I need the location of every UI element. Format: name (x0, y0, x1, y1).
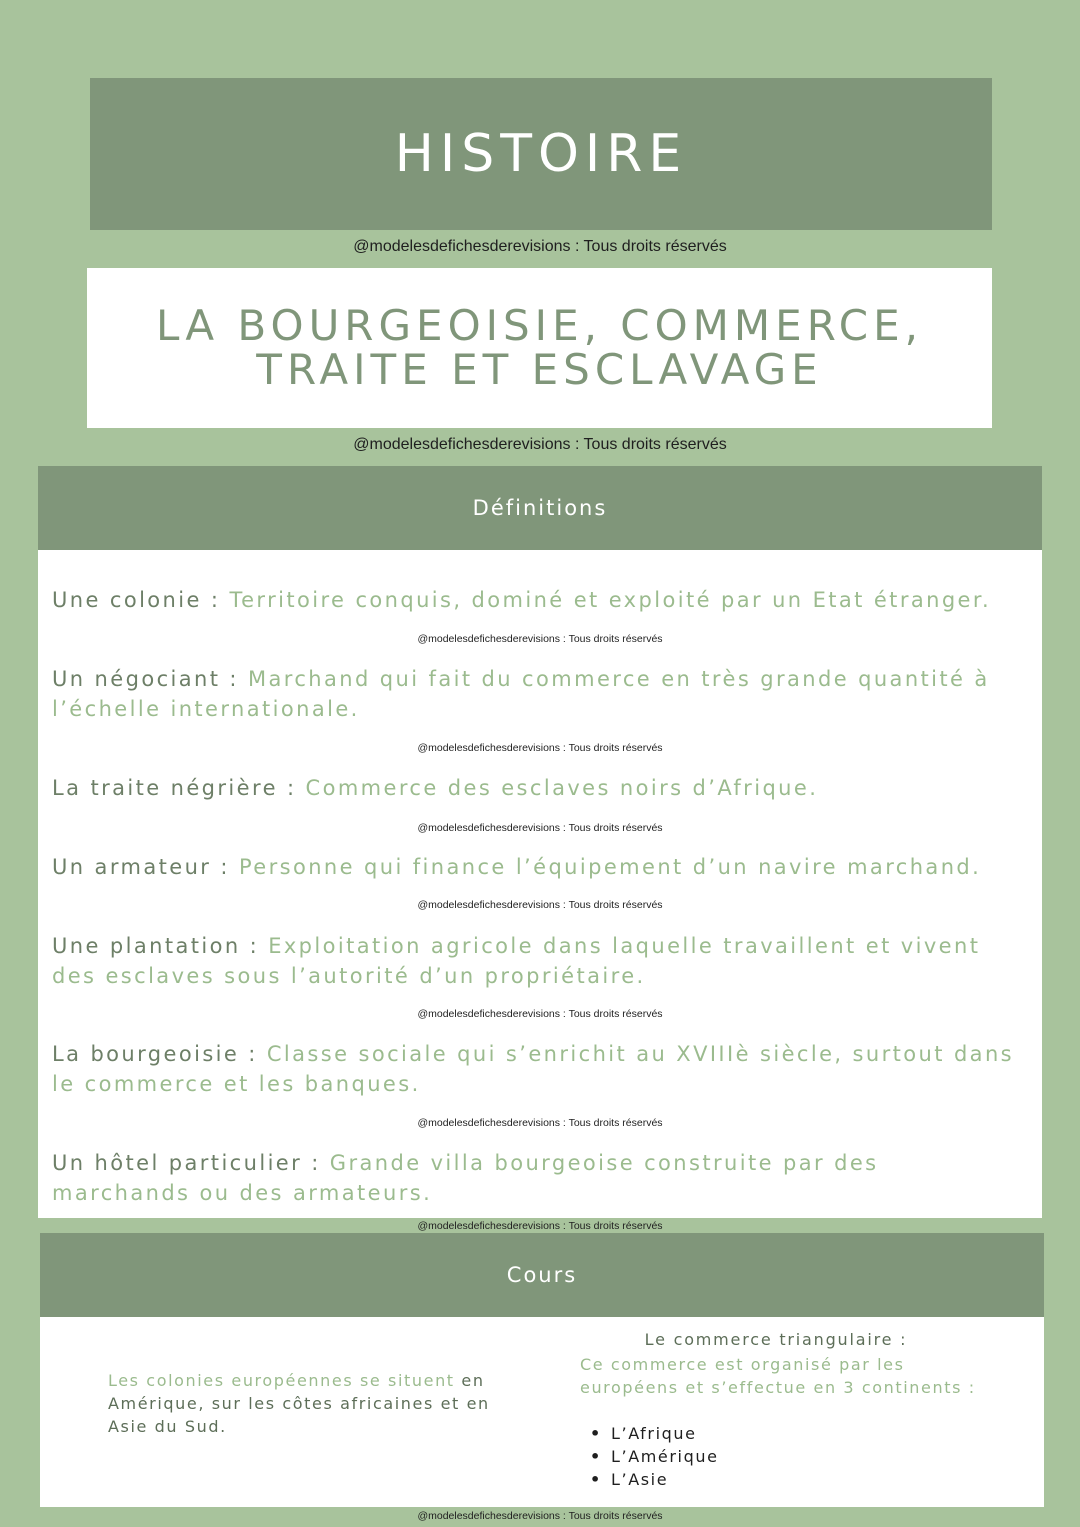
definition-item (52, 1039, 1022, 1099)
definition-item (52, 585, 1022, 615)
definition-item (52, 664, 1022, 724)
list-item: • L’Amérique (590, 1445, 719, 1468)
watermark: @modelesdefichesderevisions : Tous droits réservés (353, 436, 727, 453)
definition-text: Exploitation agricole dans laquelle travaillent et vivent des esclaves sous l’autorité d’un propriétaire. (52, 934, 981, 988)
definition-item (52, 852, 1022, 882)
list-item: • L’Afrique (590, 1422, 719, 1445)
definition-term: Une plantation : (52, 934, 269, 958)
chapter-title-box (87, 268, 992, 428)
definition-text: Commerce des esclaves noirs d’Afrique. (305, 776, 819, 800)
watermark: @modelesdefichesderevisions : Tous droits réservés (417, 1220, 663, 1232)
definition-term: Une colonie : (52, 588, 230, 612)
definition-item (52, 931, 1022, 991)
header-banner (90, 78, 992, 230)
list-item: • L’Asie (590, 1468, 719, 1491)
cours-colonies-text (108, 1369, 508, 1438)
cours-colonies-intro: Les colonies européennes se situent (108, 1371, 462, 1390)
definition-term: La bourgeoisie : (52, 1042, 267, 1066)
definitions-heading: Définitions (38, 466, 1042, 550)
continents-list (590, 1422, 719, 1491)
cours-heading: Cours (40, 1233, 1044, 1317)
definition-text: Classe sociale qui s’enrichit au XVIIIè siècle, surtout dans le commerce et les banques. (52, 1042, 1014, 1096)
watermark: @modelesdefichesderevisions : Tous droits réservés (353, 238, 727, 255)
definition-text: Territoire conquis, dominé et exploité par un Etat étranger. (229, 588, 992, 612)
watermark: @modelesdefichesderevisions : Tous droits réservés (417, 742, 663, 754)
watermark: @modelesdefichesderevisions : Tous droits réservés (417, 1510, 663, 1522)
definition-term: La traite négrière : (52, 776, 306, 800)
definition-item (52, 773, 1022, 803)
watermark: @modelesdefichesderevisions : Tous droits réservés (417, 822, 663, 834)
cours-colonies-places: en Amérique, sur les côtes africaines et en Asie du Sud. (108, 1371, 490, 1436)
triangular-trade-title: Le commerce triangulaire : (644, 1330, 908, 1349)
subject-title: HISTOIRE (394, 124, 688, 184)
definition-term: Un armateur : (52, 855, 239, 879)
watermark: @modelesdefichesderevisions : Tous droits réservés (417, 899, 663, 911)
watermark: @modelesdefichesderevisions : Tous droits réservés (417, 633, 663, 645)
definition-item (52, 1148, 1022, 1208)
definition-text: Personne qui finance l’équipement d’un navire marchand. (238, 855, 982, 879)
chapter-title-line2: TRAITE ET ESCLAVAGE (256, 345, 823, 394)
chapter-title (155, 301, 924, 394)
definition-text: Grande villa bourgeoise construite par des marchands ou des armateurs. (52, 1151, 879, 1205)
watermark: @modelesdefichesderevisions : Tous droits réservés (417, 1117, 663, 1129)
definition-term: Un négociant : (52, 667, 248, 691)
definition-text: Marchand qui fait du commerce en très grande quantité à l’échelle internationale. (52, 667, 990, 721)
watermark: @modelesdefichesderevisions : Tous droits réservés (417, 1008, 663, 1020)
chapter-title-line1: LA BOURGEOISIE, COMMERCE, (155, 301, 924, 350)
triangular-trade-text: Ce commerce est organisé par les européens et s’effectue en 3 continents : (580, 1355, 976, 1397)
definition-term: Un hôtel particulier : (52, 1151, 330, 1175)
